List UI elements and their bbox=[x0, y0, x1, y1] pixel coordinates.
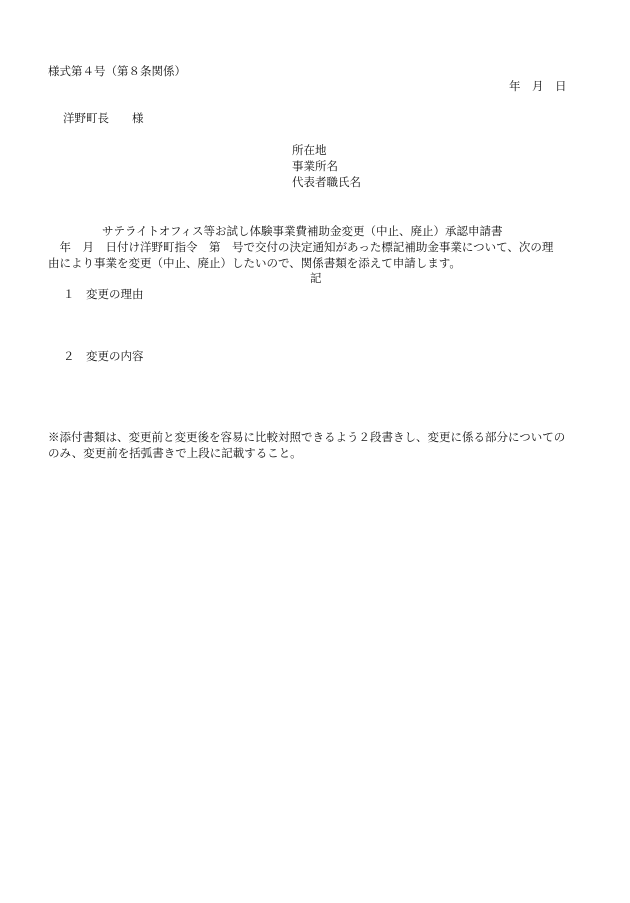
date-line: 年 月 日 bbox=[509, 79, 567, 93]
recipient: 洋野町長 様 bbox=[63, 111, 144, 125]
applicant-location-label: 所在地 bbox=[292, 143, 327, 157]
body-text-line: 年 月 日付け洋野町指令 第 号で交付の決定通知があった標記補助金事業について、次の理 bbox=[48, 240, 554, 254]
item-change-content: ２ 変更の内容 bbox=[63, 349, 144, 363]
document-title: サテライトオフィス等お試し体験事業費補助金変更（中止、廃止）承認申請書 bbox=[102, 224, 503, 238]
attachment-note-line: ※添付書類は、変更前と変更後を容易に比較対照できるよう２段書きし、変更に係る部分についての bbox=[48, 430, 566, 444]
form-number: 様式第４号（第８条関係） bbox=[48, 64, 186, 78]
attachment-note-line: のみ、変更前を括弧書きで上段に記載すること。 bbox=[48, 446, 302, 460]
applicant-representative-label: 代表者職氏名 bbox=[292, 175, 361, 189]
ki-heading: 記 bbox=[310, 271, 322, 285]
body-text-line: 由により事業を変更（中止、廃止）したいので、関係書類を添えて申請します。 bbox=[48, 256, 461, 270]
item-change-reason: １ 変更の理由 bbox=[63, 287, 144, 301]
applicant-office-label: 事業所名 bbox=[292, 159, 338, 173]
